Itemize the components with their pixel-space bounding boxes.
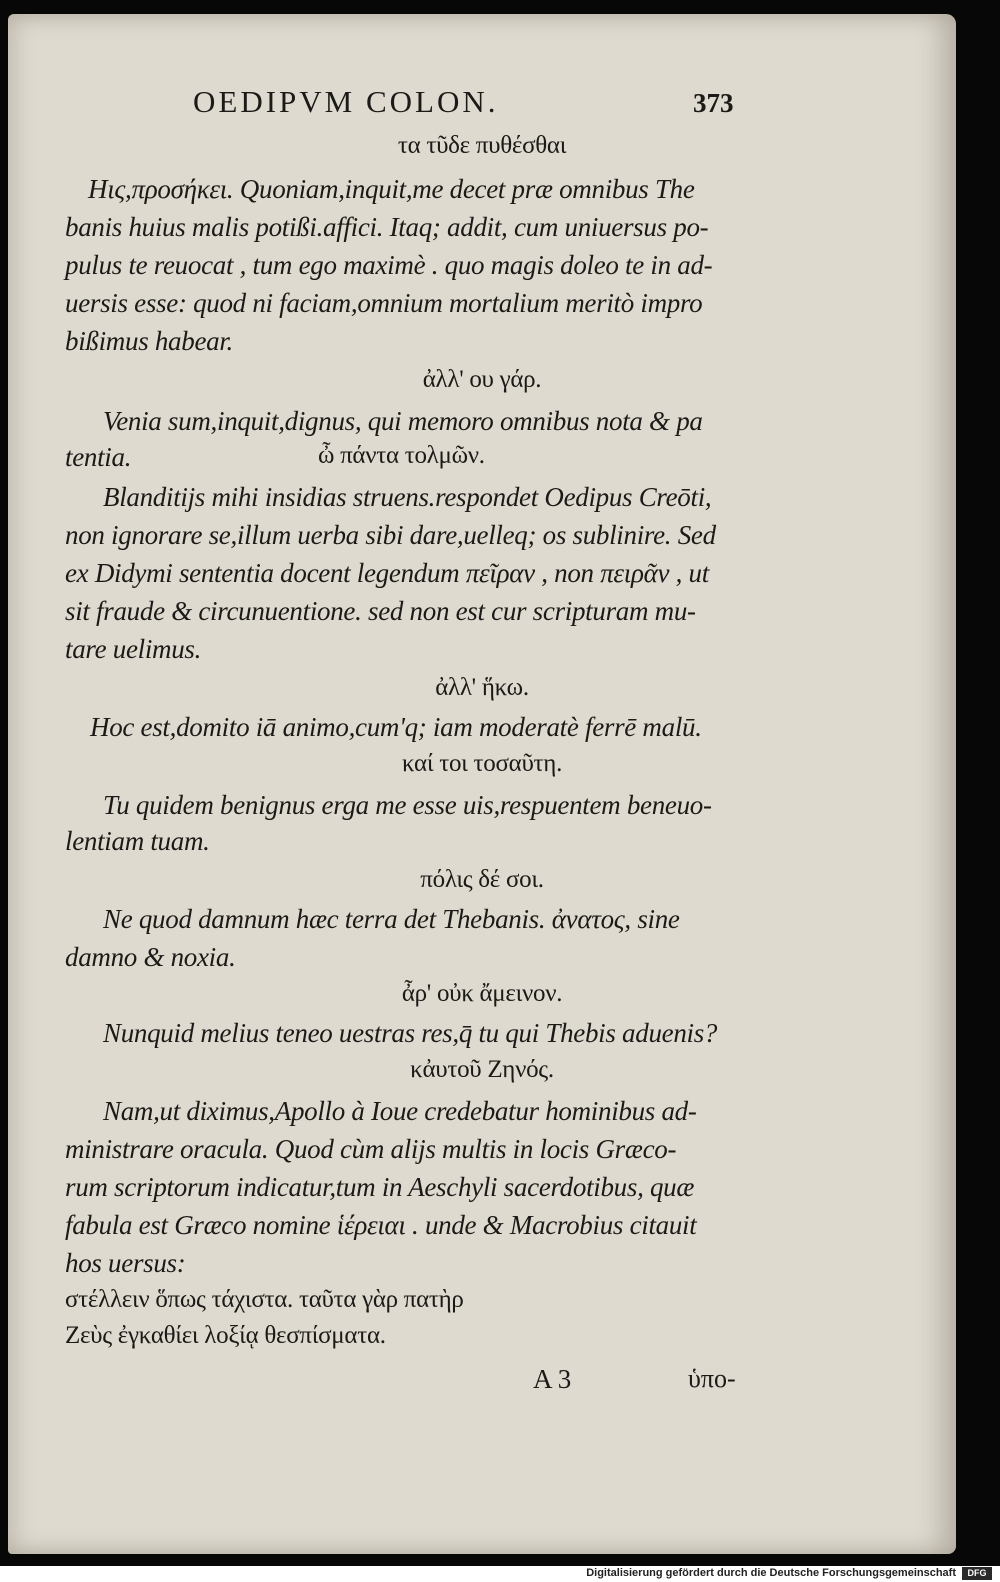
text-line: Nam,ut diximus,Apollo à Ioue credebatur hominibus ad-: [103, 1096, 697, 1126]
text-line: fabula est Græco nomine ἱέρειαι . unde & Macrobius citauit: [65, 1210, 697, 1240]
footer-credit: Digitalisierung gefördert durch die Deutsche Forschungsgemeinschaft: [586, 1567, 956, 1579]
greek-lemma: τα τῦδε πυθέσθαι: [397, 132, 567, 159]
text-line: lentiam tuam.: [65, 826, 210, 856]
text-line: Tu quidem benignus erga me esse uis,respuentem beneuo-: [103, 790, 712, 820]
text-line: Blanditijs mihi insidias struens.respondet Oedipus Creōti,: [103, 482, 712, 512]
catchword: ὑπο-: [688, 1364, 736, 1393]
greek-lemma: ἀλλ' ου γάρ.: [422, 366, 542, 393]
greek-lemma: ἆρ' οὐκ ἄμεινον.: [401, 980, 563, 1007]
text-line: Ηις,προσήκει. Quoniam,inquit,me decet præ omnibus The: [88, 174, 695, 204]
text-line: Venia sum,inquit,dignus, qui memoro omnibus nota & pa: [103, 406, 703, 436]
digitization-footer: [0, 1566, 1000, 1582]
text-line: banis huius malis potißi.affici. Itaq; addit, cum uniuersus po-: [65, 212, 709, 242]
greek-verse-line: Ζεὺς ἐγκαθίει λοξίᾳ θεσπίσματα.: [65, 1322, 386, 1349]
dfg-logo-icon: DFG: [962, 1567, 992, 1580]
text-line: tare uelimus.: [65, 634, 202, 664]
text-line: Nunquid melius teneo uestras res,q̄ tu qui Thebis aduenis?: [103, 1018, 718, 1048]
page-number: 373: [693, 88, 734, 118]
text-line: ex Didymi sententia docent legendum πεῖραν , non πειρᾶν , ut: [65, 558, 709, 588]
running-title: OEDIPVM COLON.: [193, 84, 499, 119]
text-line: rum scriptorum indicatur,tum in Aeschyli sacerdotibus, quæ: [65, 1172, 695, 1202]
text-line: bißimus habear.: [65, 326, 234, 356]
text-line: pulus te reuocat , tum ego maximè . quo magis doleo te in ad-: [65, 250, 713, 280]
text-line: hos uersus:: [65, 1248, 186, 1278]
text-line: Ne quod damnum hæc terra det Thebanis. ἀνατος, sine: [103, 904, 680, 934]
text-line: tentia.: [65, 442, 132, 472]
greek-verse-line: στέλλειν ὅπως τάχιστα. ταῦτα γὰρ πατὴρ: [65, 1286, 464, 1313]
text-line: non ignorare se,illum uerba sibi dare,uelleq; os sublinire. Sed: [65, 520, 716, 550]
text-line: uersis esse: quod ni faciam,omnium mortalium meritò impro: [65, 288, 703, 318]
text-line: ministrare oracula. Quod cùm alijs multis in locis Græco-: [65, 1134, 677, 1164]
greek-lemma: ὦ πάντα τολμῶν.: [318, 442, 485, 469]
greek-lemma: καί τοι τοσαῦτη.: [401, 750, 563, 777]
signature-mark: A 3: [533, 1364, 572, 1394]
book-page: [8, 14, 956, 1554]
text-line: sit fraude & circunuentione. sed non est cur scripturam mu-: [65, 596, 696, 626]
greek-lemma: κἀυτοῦ Ζηνός.: [410, 1056, 554, 1083]
text-line: Hoc est,domito iā animo,cum'q; iam moderatè ferrē malū.: [90, 712, 702, 742]
greek-lemma: πόλις δέ σοι.: [420, 866, 544, 893]
text-line: damno & noxia.: [65, 942, 236, 972]
greek-lemma: ἀλλ' ἥκω.: [435, 674, 529, 701]
